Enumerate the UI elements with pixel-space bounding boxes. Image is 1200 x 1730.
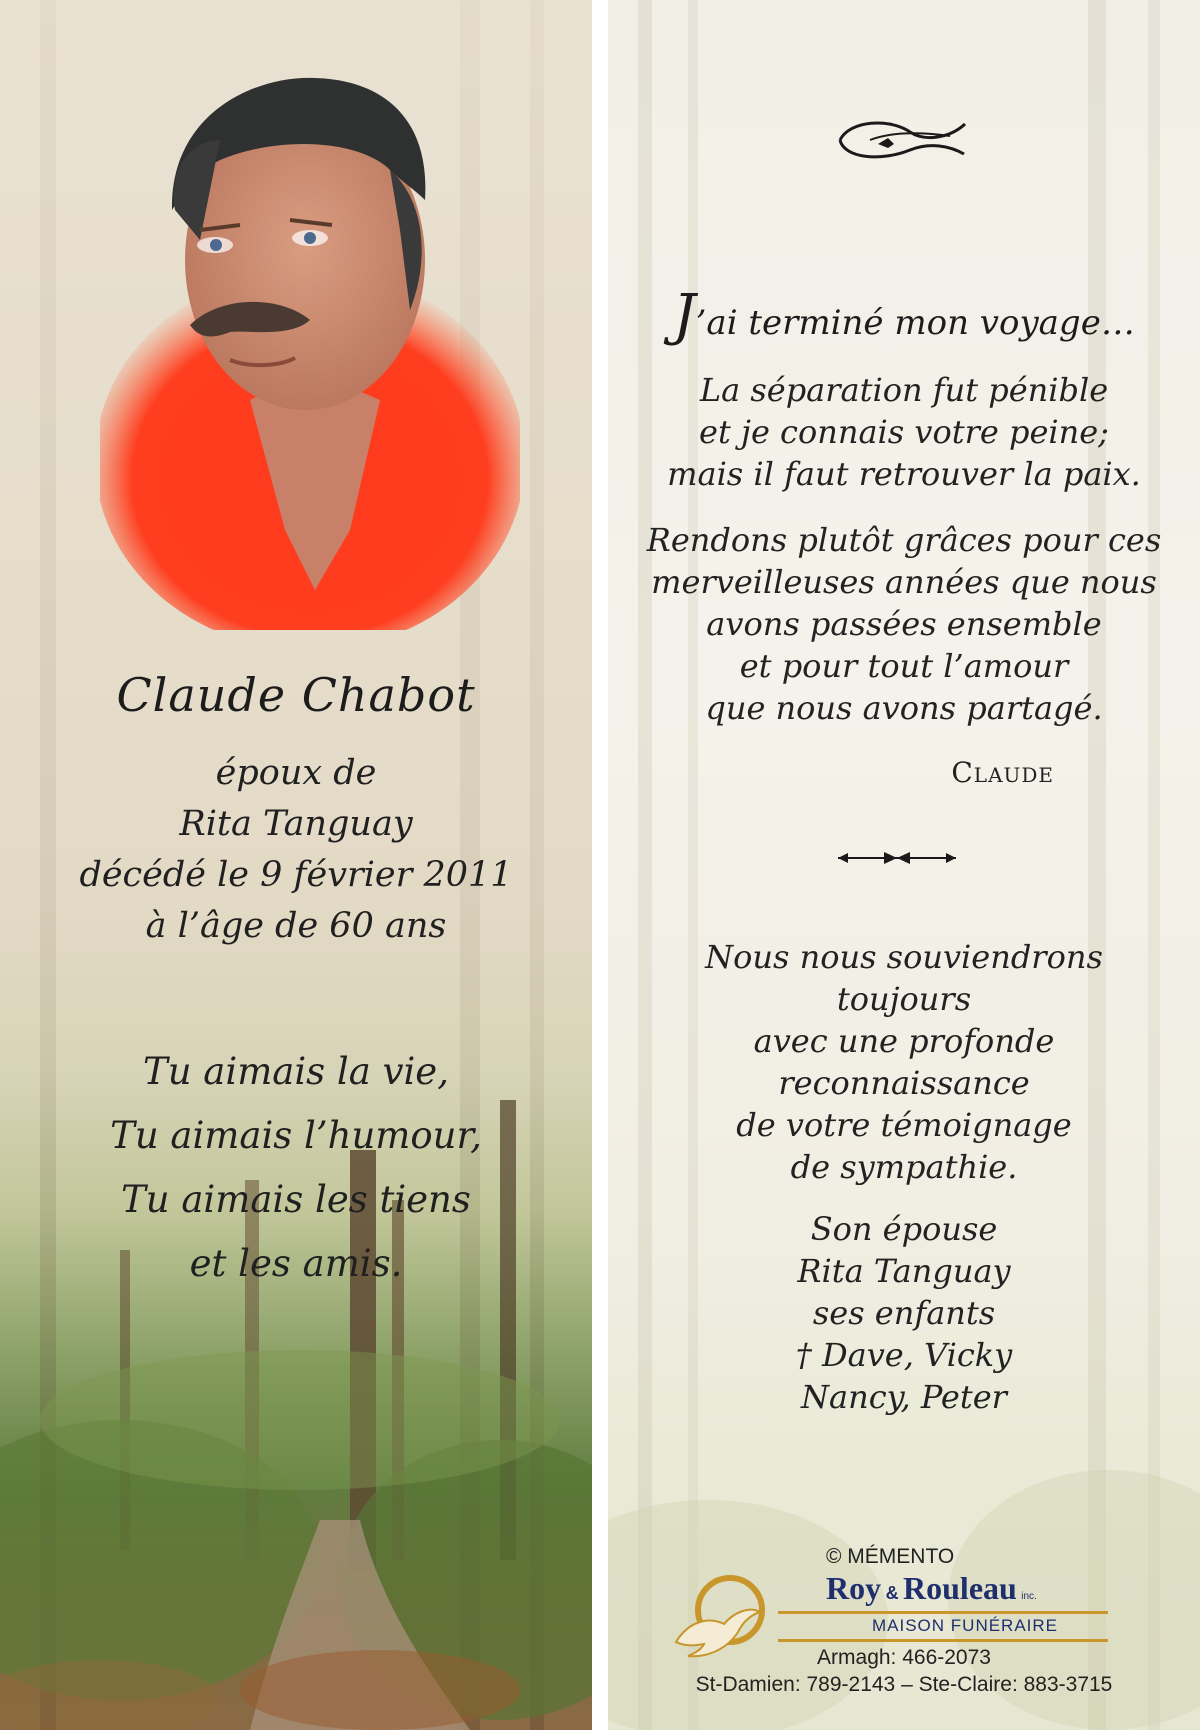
family-line: Son épouse <box>810 1210 998 1248</box>
portrait-photo <box>100 70 520 630</box>
thanks-line: toujours <box>836 980 972 1018</box>
brand-divider-top <box>778 1611 1108 1614</box>
thanks-line: avec une profonde <box>753 1022 1055 1060</box>
brand-inc: inc. <box>1021 1591 1037 1602</box>
thanks-line: reconnaissance <box>778 1064 1030 1102</box>
poem-line: Tu aimais les tiens <box>121 1178 471 1221</box>
intro-initial: J <box>673 283 696 348</box>
poem-line: Tu aimais l’humour, <box>110 1114 482 1157</box>
brand-rouleau: Rouleau <box>903 1570 1017 1606</box>
verse-line: que nous avons partagé. <box>705 689 1103 727</box>
deceased-name: Claude Chabot <box>116 668 476 722</box>
memorial-card-front <box>0 0 592 1730</box>
poem-block <box>0 1040 592 1296</box>
phone-line-2: St-Damien: 789-2143 – Ste-Claire: 883-3715 <box>695 1673 1113 1696</box>
thanks-line: de sympathie. <box>790 1148 1018 1186</box>
info-line: décédé le 9 février 2011 <box>79 855 513 895</box>
thanks-line: de votre témoignage <box>736 1106 1072 1144</box>
verse-line: La séparation fut pénible <box>699 371 1109 409</box>
phone-line-1: Armagh: 466-2073 <box>817 1646 991 1669</box>
verse-line: et pour tout l’amour <box>739 647 1069 685</box>
stanza-1 <box>608 369 1200 495</box>
family-line: Rita Tanguay <box>797 1252 1011 1290</box>
brand-amp: & <box>885 1583 899 1603</box>
verse-line: mais il faut retrouver la paix. <box>667 455 1141 493</box>
verse-line: Rendons plutôt grâces pour ces <box>646 521 1162 559</box>
family-line: Nancy, Peter <box>801 1378 1007 1416</box>
intro-text: ’ai terminé mon voyage… <box>695 303 1135 343</box>
flourish-ornament-icon <box>830 112 970 166</box>
family-line: ses enfants <box>812 1294 996 1332</box>
poem-line: Tu aimais la vie, <box>143 1050 449 1093</box>
family-block <box>608 1208 1200 1418</box>
verse-line: et je connais votre peine; <box>699 413 1109 451</box>
verse-line: merveilleuses années que nous <box>651 563 1157 601</box>
thanks-line: Nous nous souviendrons <box>705 938 1103 976</box>
verse-signature: Claude <box>951 756 1054 789</box>
info-line: Rita Tanguay <box>179 804 413 844</box>
stanza-2 <box>608 519 1200 729</box>
thanks-block <box>608 936 1200 1188</box>
brand-divider-bottom <box>778 1639 1108 1642</box>
family-line: † Dave, Vicky <box>795 1336 1013 1374</box>
info-line: époux de <box>215 753 377 793</box>
funeral-home-brand <box>826 1570 1037 1607</box>
info-block <box>0 748 592 952</box>
verse-line: avons passées ensemble <box>706 605 1102 643</box>
verse-block <box>608 283 1200 729</box>
divider-ornament-icon <box>834 846 960 870</box>
copyright-text: © MÉMENTO <box>826 1545 955 1568</box>
brand-roy: Roy <box>826 1570 882 1606</box>
intro-line <box>608 283 1200 353</box>
funeral-home-subtitle: MAISON FUNÉRAIRE <box>872 1616 1059 1635</box>
info-line: à l’âge de 60 ans <box>145 906 447 946</box>
poem-line: et les amis. <box>189 1242 403 1285</box>
